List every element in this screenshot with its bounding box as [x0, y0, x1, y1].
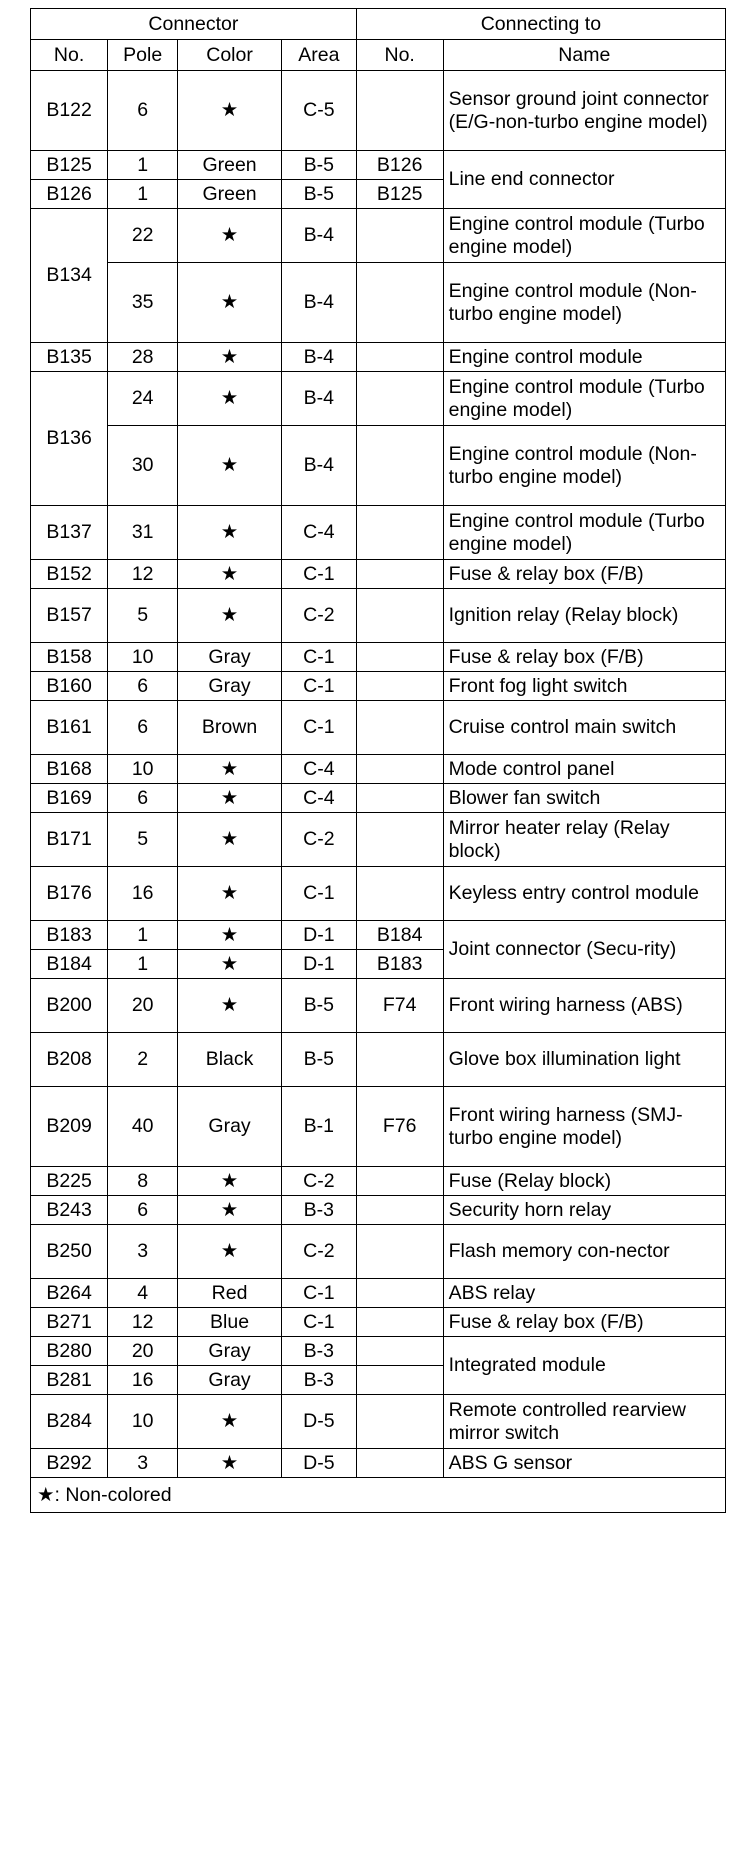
cell-to-no [356, 506, 443, 560]
cell-no: B122 [31, 71, 108, 151]
cell-color: Green [178, 180, 282, 209]
cell-pole: 5 [108, 589, 178, 643]
table-row [31, 1279, 726, 1308]
cell-to-no [356, 589, 443, 643]
table-row [31, 1225, 726, 1279]
cell-name: Front fog light switch [443, 672, 725, 701]
cell-name: Glove box illumination light [443, 1033, 725, 1087]
table-row [31, 921, 726, 950]
cell-color: ★ [178, 921, 282, 950]
cell-color: ★ [178, 1196, 282, 1225]
cell-pole: 2 [108, 1033, 178, 1087]
cell-pole: 30 [108, 426, 178, 506]
cell-to-no: B126 [356, 151, 443, 180]
cell-to-no [356, 1033, 443, 1087]
table-row [31, 672, 726, 701]
cell-to-no [356, 672, 443, 701]
cell-name: Line end connector [443, 151, 725, 209]
cell-to-no [356, 372, 443, 426]
cell-color: ★ [178, 589, 282, 643]
table-row [31, 263, 726, 343]
cell-area: C-2 [281, 589, 356, 643]
cell-color: ★ [178, 343, 282, 372]
cell-to-no [356, 560, 443, 589]
table-row [31, 867, 726, 921]
header-to-name: Name [443, 40, 725, 71]
cell-no: B169 [31, 784, 108, 813]
cell-name: Ignition relay (Relay block) [443, 589, 725, 643]
cell-pole: 4 [108, 1279, 178, 1308]
table-row [31, 506, 726, 560]
cell-to-no: F76 [356, 1087, 443, 1167]
cell-name: Fuse & relay box (F/B) [443, 560, 725, 589]
cell-pole: 31 [108, 506, 178, 560]
cell-area: B-4 [281, 209, 356, 263]
cell-area: C-1 [281, 1279, 356, 1308]
cell-to-no [356, 426, 443, 506]
cell-no: B284 [31, 1395, 108, 1449]
cell-color: ★ [178, 426, 282, 506]
cell-no: B160 [31, 672, 108, 701]
header-color: Color [178, 40, 282, 71]
cell-no: B280 [31, 1337, 108, 1366]
cell-area: B-3 [281, 1196, 356, 1225]
cell-to-no [356, 813, 443, 867]
table-row [31, 426, 726, 506]
cell-name: Engine control module (Turbo engine model) [443, 506, 725, 560]
cell-no: B183 [31, 921, 108, 950]
cell-color: Gray [178, 1087, 282, 1167]
cell-color: ★ [178, 1167, 282, 1196]
cell-to-no: B184 [356, 921, 443, 950]
cell-area: C-4 [281, 755, 356, 784]
footnote-row [31, 1478, 726, 1513]
cell-to-no [356, 343, 443, 372]
cell-name: Engine control module (Non-turbo engine model) [443, 426, 725, 506]
cell-color: ★ [178, 263, 282, 343]
cell-color: ★ [178, 950, 282, 979]
cell-color: ★ [178, 1395, 282, 1449]
cell-area: C-1 [281, 560, 356, 589]
cell-color: ★ [178, 71, 282, 151]
cell-name: Fuse & relay box (F/B) [443, 1308, 725, 1337]
cell-pole: 16 [108, 867, 178, 921]
header-area: Area [281, 40, 356, 71]
cell-name: Security horn relay [443, 1196, 725, 1225]
cell-area: D-1 [281, 950, 356, 979]
cell-no: B137 [31, 506, 108, 560]
table-row [31, 589, 726, 643]
cell-no: B135 [31, 343, 108, 372]
cell-name: Engine control module (Non-turbo engine model) [443, 263, 725, 343]
cell-area: C-1 [281, 672, 356, 701]
cell-pole: 12 [108, 560, 178, 589]
cell-color: ★ [178, 813, 282, 867]
table-row [31, 1087, 726, 1167]
cell-to-no [356, 1449, 443, 1478]
cell-no: B184 [31, 950, 108, 979]
cell-color: ★ [178, 560, 282, 589]
table-row [31, 209, 726, 263]
cell-to-no [356, 1196, 443, 1225]
cell-no: B271 [31, 1308, 108, 1337]
cell-area: B-5 [281, 151, 356, 180]
cell-no: B243 [31, 1196, 108, 1225]
cell-area: B-5 [281, 180, 356, 209]
cell-pole: 6 [108, 1196, 178, 1225]
cell-name: Flash memory con-nector [443, 1225, 725, 1279]
cell-to-no [356, 1308, 443, 1337]
cell-to-no [356, 71, 443, 151]
cell-no: B292 [31, 1449, 108, 1478]
cell-color: ★ [178, 1225, 282, 1279]
cell-no: B208 [31, 1033, 108, 1087]
cell-pole: 1 [108, 180, 178, 209]
cell-name: Integrated module [443, 1337, 725, 1395]
cell-name: Keyless entry control module [443, 867, 725, 921]
table-row [31, 1395, 726, 1449]
cell-pole: 10 [108, 643, 178, 672]
cell-area: C-2 [281, 813, 356, 867]
cell-to-no [356, 209, 443, 263]
connector-table [30, 8, 726, 1513]
cell-area: C-4 [281, 506, 356, 560]
cell-pole: 10 [108, 1395, 178, 1449]
cell-area: C-1 [281, 1308, 356, 1337]
cell-pole: 3 [108, 1449, 178, 1478]
cell-pole: 12 [108, 1308, 178, 1337]
cell-no: B176 [31, 867, 108, 921]
cell-color: ★ [178, 784, 282, 813]
table-row [31, 701, 726, 755]
cell-pole: 20 [108, 979, 178, 1033]
cell-pole: 22 [108, 209, 178, 263]
cell-pole: 8 [108, 1167, 178, 1196]
cell-area: B-4 [281, 426, 356, 506]
cell-name: Front wiring harness (SMJ-turbo engine model) [443, 1087, 725, 1167]
cell-name: Engine control module [443, 343, 725, 372]
table-row [31, 979, 726, 1033]
header-no: No. [31, 40, 108, 71]
cell-no: B250 [31, 1225, 108, 1279]
cell-pole: 16 [108, 1366, 178, 1395]
cell-to-no: B125 [356, 180, 443, 209]
cell-name: ABS relay [443, 1279, 725, 1308]
cell-no: B200 [31, 979, 108, 1033]
cell-color: Blue [178, 1308, 282, 1337]
cell-color: Brown [178, 701, 282, 755]
cell-area: D-5 [281, 1449, 356, 1478]
table-row [31, 343, 726, 372]
cell-pole: 6 [108, 71, 178, 151]
cell-name: Front wiring harness (ABS) [443, 979, 725, 1033]
cell-no: B161 [31, 701, 108, 755]
cell-to-no [356, 784, 443, 813]
cell-area: C-1 [281, 701, 356, 755]
cell-to-no [356, 1337, 443, 1366]
cell-no: B136 [31, 372, 108, 506]
cell-name: Fuse (Relay block) [443, 1167, 725, 1196]
table-row [31, 643, 726, 672]
cell-area: C-1 [281, 867, 356, 921]
cell-color: Gray [178, 1366, 282, 1395]
cell-to-no: B183 [356, 950, 443, 979]
cell-no: B134 [31, 209, 108, 343]
cell-area: D-1 [281, 921, 356, 950]
cell-name: ABS G sensor [443, 1449, 725, 1478]
cell-pole: 6 [108, 672, 178, 701]
cell-color: ★ [178, 755, 282, 784]
cell-name: Remote controlled rearview mirror switch [443, 1395, 725, 1449]
cell-color: Gray [178, 643, 282, 672]
cell-area: B-1 [281, 1087, 356, 1167]
cell-color: ★ [178, 979, 282, 1033]
table-row [31, 560, 726, 589]
cell-color: ★ [178, 1449, 282, 1478]
cell-pole: 20 [108, 1337, 178, 1366]
cell-pole: 1 [108, 151, 178, 180]
cell-to-no [356, 1225, 443, 1279]
table-row [31, 1167, 726, 1196]
cell-no: B157 [31, 589, 108, 643]
cell-area: B-3 [281, 1366, 356, 1395]
cell-color: Gray [178, 1337, 282, 1366]
table-row [31, 1196, 726, 1225]
cell-no: B209 [31, 1087, 108, 1167]
cell-area: C-2 [281, 1167, 356, 1196]
table-row [31, 1308, 726, 1337]
header-row-groups [31, 9, 726, 40]
header-to-no: No. [356, 40, 443, 71]
cell-pole: 28 [108, 343, 178, 372]
header-row-columns [31, 40, 726, 71]
cell-area: B-4 [281, 263, 356, 343]
cell-pole: 24 [108, 372, 178, 426]
cell-area: B-3 [281, 1337, 356, 1366]
connector-table-container [30, 8, 726, 1513]
cell-name: Fuse & relay box (F/B) [443, 643, 725, 672]
cell-pole: 6 [108, 784, 178, 813]
cell-to-no [356, 1395, 443, 1449]
table-row [31, 755, 726, 784]
cell-to-no: F74 [356, 979, 443, 1033]
cell-to-no [356, 643, 443, 672]
header-connector: Connector [31, 9, 357, 40]
cell-area: B-4 [281, 372, 356, 426]
cell-color: ★ [178, 372, 282, 426]
cell-no: B264 [31, 1279, 108, 1308]
cell-to-no [356, 263, 443, 343]
cell-color: ★ [178, 209, 282, 263]
table-row [31, 372, 726, 426]
cell-name: Sensor ground joint connector (E/G-non-turbo engine model) [443, 71, 725, 151]
cell-to-no [356, 701, 443, 755]
header-pole: Pole [108, 40, 178, 71]
cell-color: Red [178, 1279, 282, 1308]
cell-pole: 1 [108, 950, 178, 979]
cell-pole: 1 [108, 921, 178, 950]
cell-color: Black [178, 1033, 282, 1087]
cell-no: B126 [31, 180, 108, 209]
cell-color: Gray [178, 672, 282, 701]
cell-color: ★ [178, 506, 282, 560]
cell-color: ★ [178, 867, 282, 921]
cell-name: Blower fan switch [443, 784, 725, 813]
cell-no: B125 [31, 151, 108, 180]
cell-area: B-4 [281, 343, 356, 372]
cell-pole: 6 [108, 701, 178, 755]
cell-color: Green [178, 151, 282, 180]
cell-to-no [356, 755, 443, 784]
cell-name: Mirror heater relay (Relay block) [443, 813, 725, 867]
header-connecting-to: Connecting to [356, 9, 725, 40]
cell-area: D-5 [281, 1395, 356, 1449]
cell-name: Mode control panel [443, 755, 725, 784]
cell-to-no [356, 1279, 443, 1308]
cell-pole: 3 [108, 1225, 178, 1279]
table-row [31, 813, 726, 867]
cell-pole: 40 [108, 1087, 178, 1167]
cell-no: B158 [31, 643, 108, 672]
cell-area: C-5 [281, 71, 356, 151]
cell-pole: 5 [108, 813, 178, 867]
cell-no: B152 [31, 560, 108, 589]
cell-name: Cruise control main switch [443, 701, 725, 755]
cell-to-no [356, 867, 443, 921]
cell-no: B168 [31, 755, 108, 784]
cell-to-no [356, 1366, 443, 1395]
table-row [31, 151, 726, 180]
table-row [31, 1337, 726, 1366]
cell-area: B-5 [281, 1033, 356, 1087]
cell-to-no [356, 1167, 443, 1196]
cell-name: Engine control module (Turbo engine model) [443, 209, 725, 263]
table-row [31, 1449, 726, 1478]
cell-pole: 35 [108, 263, 178, 343]
cell-area: C-1 [281, 643, 356, 672]
cell-area: B-5 [281, 979, 356, 1033]
cell-no: B171 [31, 813, 108, 867]
cell-no: B281 [31, 1366, 108, 1395]
cell-pole: 10 [108, 755, 178, 784]
cell-name: Joint connector (Secu-rity) [443, 921, 725, 979]
cell-area: C-2 [281, 1225, 356, 1279]
table-row [31, 71, 726, 151]
cell-area: C-4 [281, 784, 356, 813]
footnote-non-colored: ★: Non-colored [31, 1478, 726, 1513]
table-row [31, 784, 726, 813]
cell-no: B225 [31, 1167, 108, 1196]
cell-name: Engine control module (Turbo engine model) [443, 372, 725, 426]
table-row [31, 1033, 726, 1087]
